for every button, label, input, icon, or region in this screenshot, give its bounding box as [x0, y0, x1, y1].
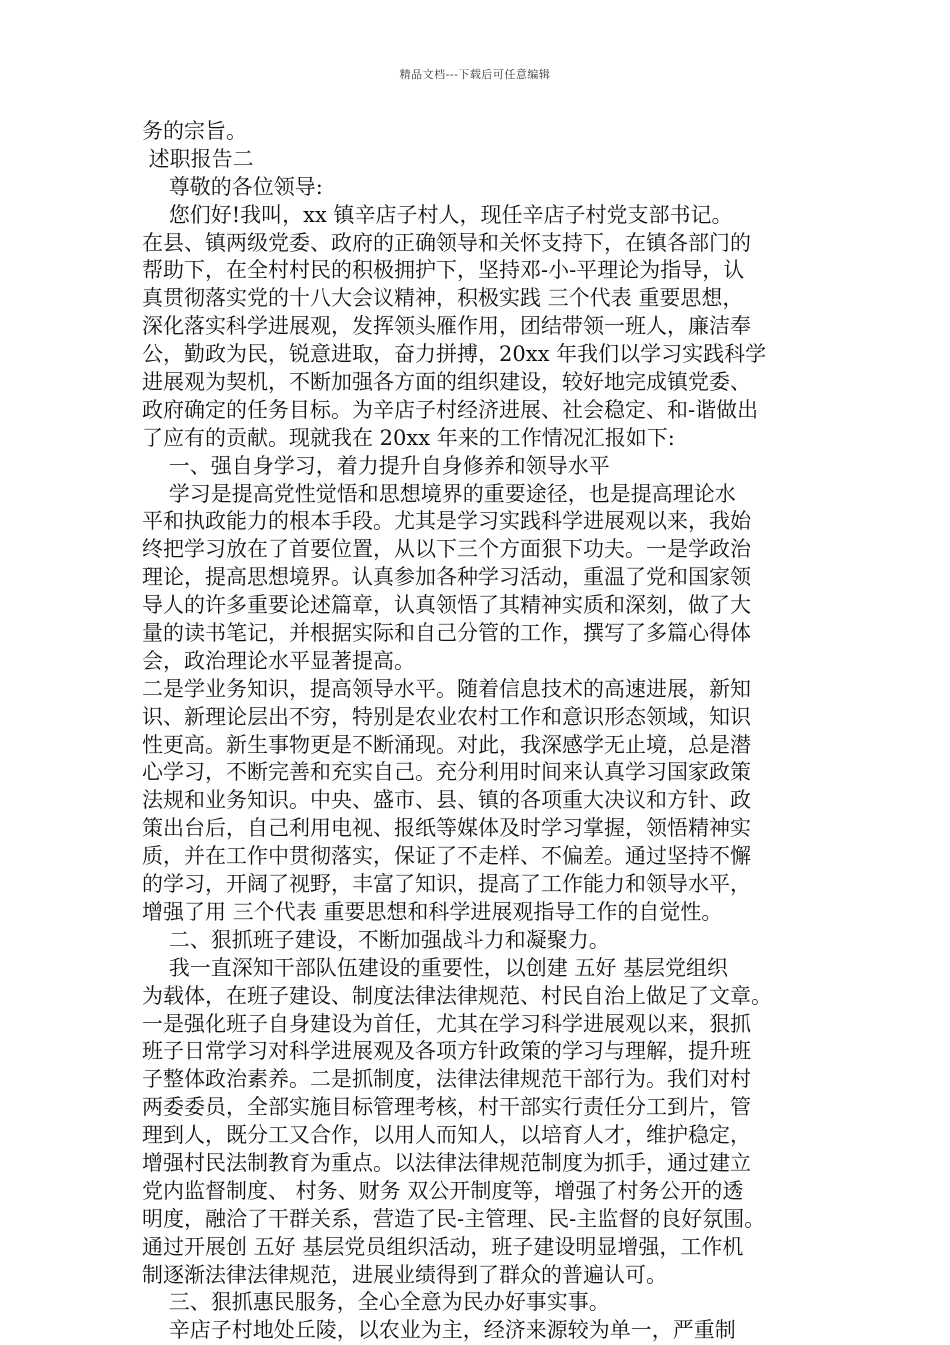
text-line: 公，勤政为民，锐意进取，奋力拼搏，20xx 年我们以学习实践科学 [142, 342, 767, 367]
text-line: 性更高。新生事物更是不断涌现。对此，我深感学无止境，总是潜 [142, 732, 751, 757]
text-line: 通过开展创 五好 基层党员组织活动，班子建设明显增强，工作机 [142, 1234, 744, 1259]
text-line: 心学习，不断完善和充实自己。充分利用时间来认真学习国家政策 [142, 760, 751, 785]
text-line: 增强村民法制教育为重点。以法律法律规范制度为抓手，通过建立 [142, 1150, 751, 1175]
text-line: 在县、镇两级党委、政府的正确领导和关怀支持下，在镇各部门的 [142, 230, 751, 255]
text-line: 三、狠抓惠民服务，全心全意为民办好事实事。 [142, 1290, 610, 1315]
text-line: 我一直深知干部队伍建设的重要性，以创建 五好 基层党组织 [142, 955, 729, 980]
text-line: 质，并在工作中贯彻落实，保证了不走样、不偏差。通过坚持不懈 [142, 844, 751, 869]
text-line: 法规和业务知识。中央、盛市、县、镇的各项重大决议和方针、政 [142, 788, 751, 813]
text-line: 导人的许多重要论述篇章，认真领悟了其精神实质和深刻，做了大 [142, 593, 751, 618]
text-line: 增强了用 三个代表 重要思想和科学进展观指导工作的自觉性。 [142, 899, 723, 924]
text-line: 进展观为契机，不断加强各方面的组织建设，较好地完成镇党委、 [142, 370, 751, 395]
text-line: 您们好!我叫，xx 镇辛店子村人，现任辛店子村党支部书记。 [142, 202, 733, 227]
text-line: 班子日常学习对科学进展观及各项方针政策的学习与理解，提升班 [142, 1039, 751, 1064]
text-line: 一、强自身学习，着力提升自身修养和领导水平 [142, 453, 610, 478]
text-line: 述职报告二 [142, 146, 254, 171]
text-line: 量的读书笔记，并根据实际和自己分管的工作，撰写了多篇心得体 [142, 621, 751, 646]
text-line: 终把学习放在了首要位置，从以下三个方面狠下功夫。一是学政治 [142, 537, 751, 562]
text-line: 的学习，开阔了视野，丰富了知识，提高了工作能力和领导水平， [142, 872, 751, 897]
text-line: 制逐渐法律法律规范，进展业绩得到了群众的普遍认可。 [142, 1262, 667, 1287]
text-line: 平和执政能力的根本手段。尤其是学习实践科学进展观以来，我始 [142, 509, 751, 534]
text-line: 一是强化班子自身建设为首任，尤其在学习科学进展观以来，狠抓 [142, 1011, 751, 1036]
text-line: 识、新理论层出不穷，特别是农业农村工作和意识形态领域，知识 [142, 704, 751, 729]
text-line: 理论，提高思想境界。认真参加各种学习活动，重温了党和国家领 [142, 565, 751, 590]
text-line: 学习是提高党性觉悟和思想境界的重要途径，也是提高理论水 [142, 481, 736, 506]
text-line: 二是学业务知识，提高领导水平。随着信息技术的高速进展，新知 [142, 676, 751, 701]
text-line: 务的宗旨。 [142, 119, 247, 143]
text-line: 政府确定的任务目标。为辛店子村经济进展、社会稳定、和-谐做出 [142, 397, 759, 422]
text-line: 策出台后，自己利用电视、报纸等媒体及时学习掌握，领悟精神实 [142, 816, 751, 841]
text-line: 尊敬的各位领导: [142, 174, 323, 199]
text-line: 二、狠抓班子建设，不断加强战斗力和凝聚力。 [142, 927, 610, 952]
text-line: 深化落实科学进展观，发挥领头雁作用，团结带领一班人，廉洁奉 [142, 314, 751, 339]
text-line: 真贯彻落实党的十八大会议精神，积极实践 三个代表 重要思想， [142, 286, 744, 311]
text-line: 两委委员，全部实施目标管理考核，村干部实行责任分工到片，管 [142, 1095, 751, 1120]
text-line: 辛店子村地处丘陵，以农业为主，经济来源较为单一，严重制 [142, 1318, 736, 1343]
document-body [142, 118, 834, 1345]
text-line: 会，政治理论水平显著提高。 [142, 648, 415, 673]
page-header: 精品文档---下载后可任意编辑 [399, 68, 551, 81]
text-line: 了应有的贡献。现就我在 20xx 年来的工作情况汇报如下: [142, 425, 675, 450]
text-line: 党内监督制度、 村务、财务 双公开制度等，增强了村务公开的透 [142, 1178, 744, 1203]
text-line: 子整体政治素养。二是抓制度，法律法律规范干部行为。我们对村 [142, 1067, 751, 1092]
text-line: 理到人，既分工又合作，以用人而知人，以培育人才，维护稳定， [142, 1123, 751, 1148]
text-line: 为载体，在班子建设、制度法律法律规范、村民自治上做足了文章。 [142, 983, 772, 1008]
text-line: 帮助下，在全村村民的积极拥护下，坚持邓-小-平理论为指导，认 [142, 258, 745, 283]
text-line: 明度，融洽了干群关系，营造了民-主管理、民-主监督的良好氛围。 [142, 1206, 766, 1231]
